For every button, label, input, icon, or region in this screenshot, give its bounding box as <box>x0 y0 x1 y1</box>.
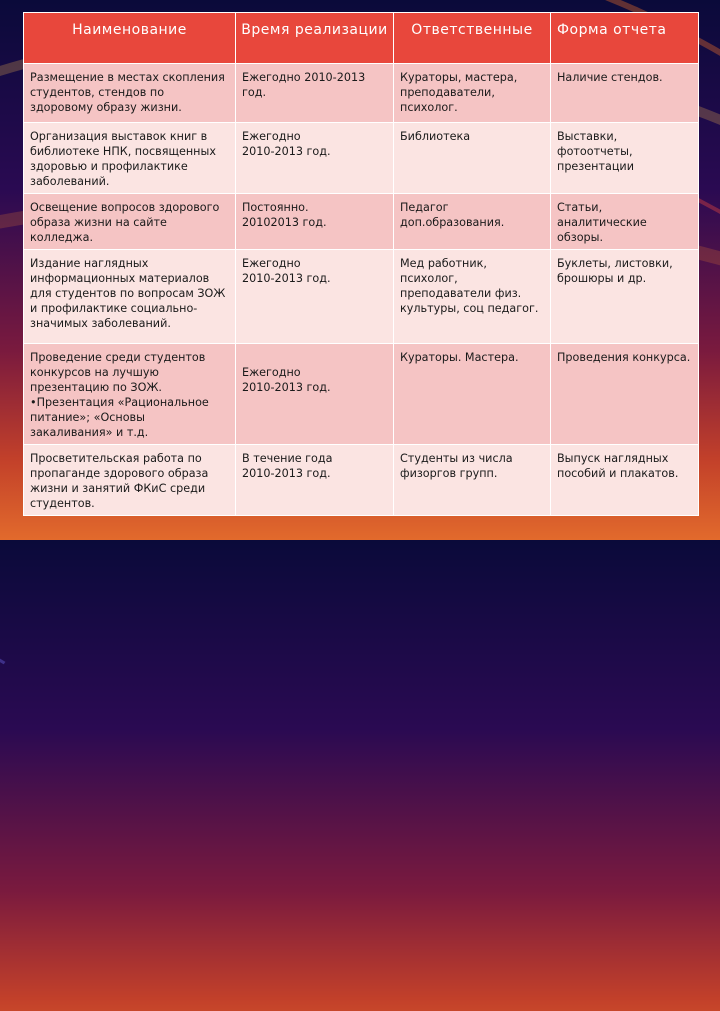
table-row <box>24 64 699 123</box>
cell-activity: Проведение среди студентов конкурсов на лучшую презентацию по ЗОЖ. •Презентация «Рациональное питание»; «Основы закаливания» и т.д. <box>24 344 236 445</box>
header-responsible: Ответственные <box>394 13 551 64</box>
cell-period: Ежегодно 2010-2013 год. <box>236 123 394 194</box>
cell-responsible: Мед работник, психолог, преподаватели физ. культуры, соц педагог. <box>394 250 551 344</box>
table-row <box>24 194 699 250</box>
cell-report-form: Выставки, фотоотчеты, презентации <box>551 123 699 194</box>
table-row <box>24 445 699 516</box>
cell-period: Ежегодно 2010-2013 год. <box>236 344 394 445</box>
cell-period: Постоянно. 20102013 год. <box>236 194 394 250</box>
cell-activity: Просветительская работа по пропаганде здорового образа жизни и занятий ФКиС среди студентов. <box>24 445 236 516</box>
cell-responsible: Педагог доп.образования. <box>394 194 551 250</box>
cell-report-form: Проведения конкурса. <box>551 344 699 445</box>
cell-activity: Организация выставок книг в библиотеке НПК, посвященных здоровью и профилактике заболеваний. <box>24 123 236 194</box>
table-row <box>24 250 699 344</box>
table-row <box>24 344 699 445</box>
cell-period: В течение года 2010-2013 год. <box>236 445 394 516</box>
cell-period: Ежегодно 2010-2013 год. <box>236 250 394 344</box>
table-header-row <box>24 13 699 64</box>
table-row <box>24 123 699 194</box>
cell-report-form: Выпуск наглядных пособий и плакатов. <box>551 445 699 516</box>
cell-report-form: Буклеты, листовки, брошюры и др. <box>551 250 699 344</box>
cell-report-form: Статьи, аналитические обзоры. <box>551 194 699 250</box>
cell-report-form: Наличие стендов. <box>551 64 699 123</box>
cell-activity: Освещение вопросов здорового образа жизни на сайте колледжа. <box>24 194 236 250</box>
header-period: Время реализации <box>236 13 394 64</box>
cell-responsible: Библиотека <box>394 123 551 194</box>
cell-activity: Издание наглядных информационных материалов для студентов по вопросам ЗОЖ и профилактике социально-значимых заболеваний. <box>24 250 236 344</box>
cell-activity: Размещение в местах скопления студентов, стендов по здоровому образу жизни. <box>24 64 236 123</box>
header-report-form: Форма отчета <box>551 13 699 64</box>
cell-responsible: Кураторы, мастера, преподаватели, психолог. <box>394 64 551 123</box>
cell-period: Ежегодно 2010-2013 год. <box>236 64 394 123</box>
cell-responsible: Кураторы. Мастера. <box>394 344 551 445</box>
cell-responsible: Студенты из числа физоргов групп. <box>394 445 551 516</box>
header-name: Наименование <box>24 13 236 64</box>
health-plan-table <box>23 12 699 516</box>
